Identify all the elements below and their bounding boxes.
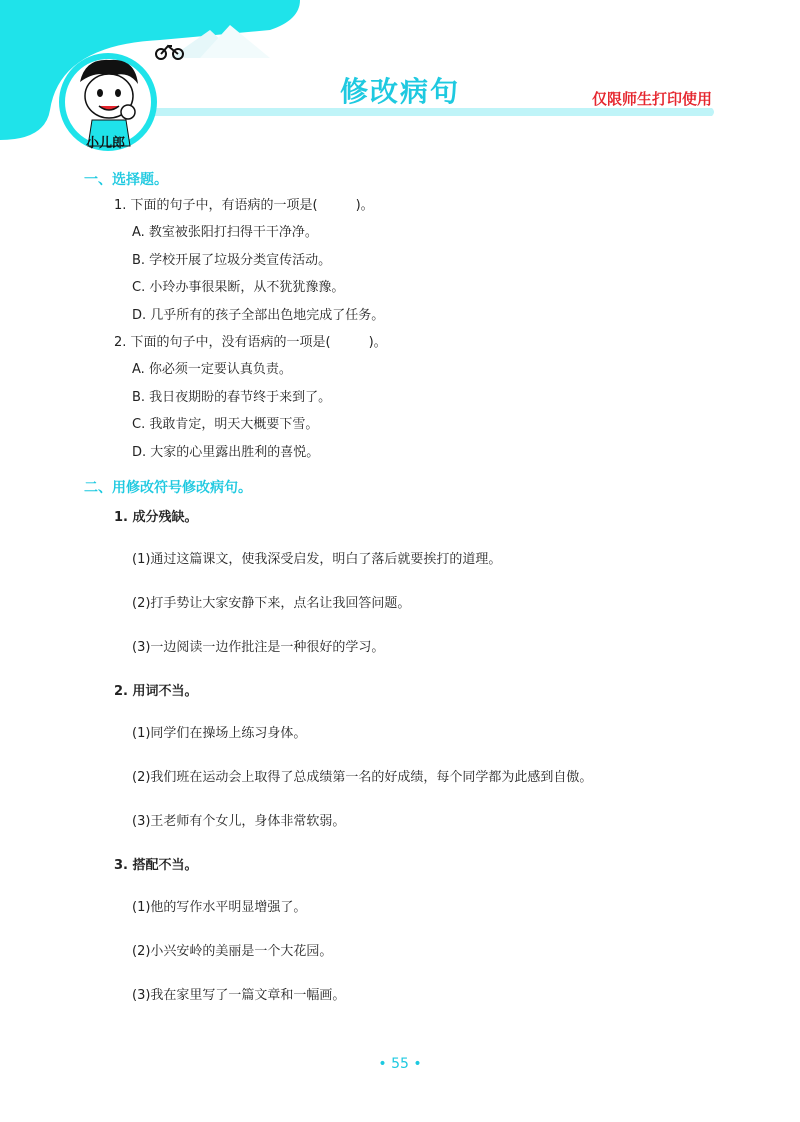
question-1-end: )。 <box>355 198 374 213</box>
sentence-item: (3)一边阅读一边作批注是一种很好的学习。 <box>132 640 385 655</box>
question-2-text: 2. 下面的句子中，没有语病的一项是( <box>114 335 331 350</box>
sentence-item: (1)同学们在操场上练习身体。 <box>132 726 307 741</box>
option: C. 小玲办事很果断，从不犹犹豫豫。 <box>132 280 345 295</box>
group-label: 3. 搭配不当。 <box>114 858 198 873</box>
option: C. 我敢肯定，明天大概要下雪。 <box>132 417 319 432</box>
page-number: • 55 • <box>378 1056 422 1072</box>
sentence-item: (1)他的写作水平明显增强了。 <box>132 900 307 915</box>
option: D. 几乎所有的孩子全部出色地完成了任务。 <box>132 307 385 323</box>
question-2-stem <box>84 329 724 356</box>
sentence-item: (2)小兴安岭的美丽是一个大花园。 <box>132 944 333 959</box>
section-title-correction: 二、用修改符号修改病句。 <box>84 480 252 496</box>
option: D. 大家的心里露出胜利的喜悦。 <box>132 444 320 460</box>
page-title: 修改病句 <box>339 75 460 108</box>
sentence-item: (2)打手势让大家安静下来，点名让我回答问题。 <box>132 596 411 611</box>
question-1-text: 1. 下面的句子中，有语病的一项是( <box>114 198 318 213</box>
section-title-choice: 一、选择题。 <box>84 172 168 188</box>
sentence-item: (3)我在家里写了一篇文章和一幅画。 <box>132 988 346 1003</box>
sentence-item: (3)王老师有个女儿，身体非常软弱。 <box>132 814 346 829</box>
sentence-item: (1)通过这篇课文，使我深受启发，明白了落后就要挨打的道理。 <box>132 552 502 567</box>
sentence-item: (2)我们班在运动会上取得了总成绩第一名的好成绩，每个同学都为此感到自傲。 <box>132 770 593 785</box>
print-usage-note: 仅限师生打印使用 <box>591 90 712 108</box>
group-label: 1. 成分残缺。 <box>114 510 198 525</box>
group-label: 2. 用词不当。 <box>114 684 198 699</box>
question-2-end: )。 <box>368 335 387 350</box>
logo-label: 小儿郎 <box>86 136 126 151</box>
worksheet-content <box>84 168 724 1006</box>
option: A. 你必须一定要认真负责。 <box>132 362 292 377</box>
option: B. 我日夜期盼的春节终于来到了。 <box>132 389 332 405</box>
option: A. 教室被张阳打扫得干干净净。 <box>132 225 318 240</box>
option: B. 学校开展了垃圾分类宣传活动。 <box>132 252 332 268</box>
question-1-stem <box>84 192 724 219</box>
